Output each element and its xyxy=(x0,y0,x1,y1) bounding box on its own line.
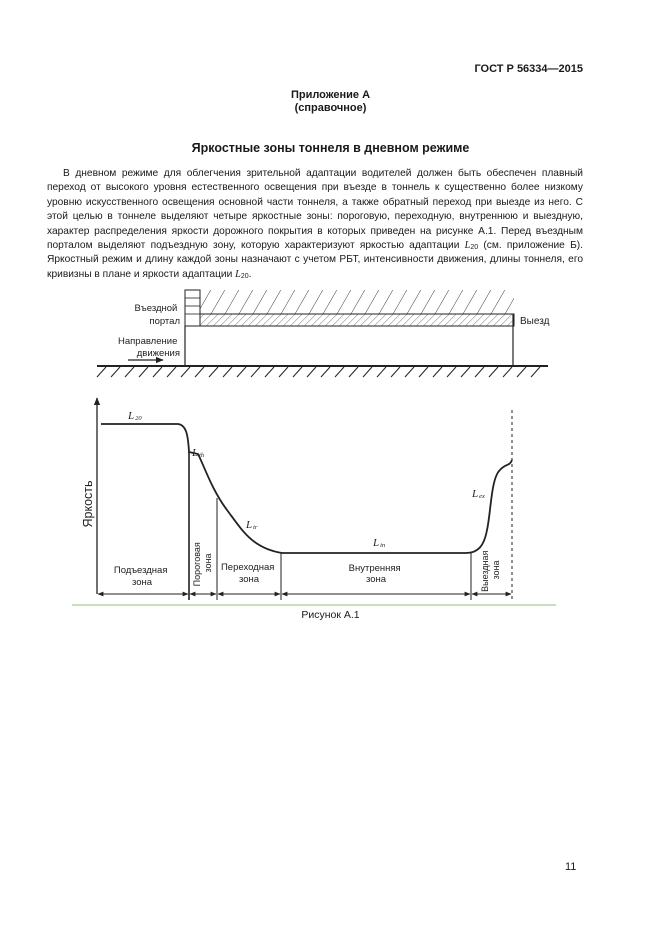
standard-designation: ГОСТ Р 56334—2015 xyxy=(474,63,583,75)
tunnel-roof-hatch xyxy=(200,290,514,314)
symbol-l: L xyxy=(464,240,471,252)
zone-threshold-label: Пороговая зона xyxy=(192,542,213,587)
label-lin: Lin xyxy=(373,537,386,549)
tunnel-roof-layer xyxy=(200,314,514,326)
entry-portal xyxy=(185,290,200,326)
annex-heading xyxy=(0,89,661,115)
paragraph-text-2: (см. приложение Б). Яркостный режим и длину каждой зоны назначают с учетом РБТ, интенсивности движения, длины тоннеля, его кривизны в плане и яркости адаптации xyxy=(47,240,583,280)
label-ltr: Ltr xyxy=(246,519,258,531)
ground-hatch xyxy=(97,367,540,377)
label-lth: Lth xyxy=(192,447,205,459)
luminance-diagram xyxy=(72,398,556,605)
paragraph-end: . xyxy=(248,268,252,280)
zone-interior-label: Внутренняя зона xyxy=(348,563,401,585)
y-axis-label: Яркость xyxy=(81,480,95,528)
symbol-sub: 20 xyxy=(470,244,479,252)
zone-approach-label: Подъездная зона xyxy=(113,565,168,588)
zone-exit-label: Выездная зона xyxy=(480,550,501,592)
figure-caption: Рисунок А.1 xyxy=(301,609,360,621)
tunnel-schematic xyxy=(97,290,550,377)
label-l20: L20 xyxy=(128,410,142,422)
direction-label: Направление движения xyxy=(118,336,180,359)
body-paragraph xyxy=(47,167,583,282)
luminance-curve xyxy=(101,424,512,553)
section-title: Яркостные зоны тоннеля в дневном режиме xyxy=(191,141,470,155)
annex-type: (справочное) xyxy=(294,102,367,114)
entry-portal-label: Въездной портал xyxy=(134,303,180,327)
page-number: 11 xyxy=(565,861,577,873)
annex-title: Приложение А xyxy=(290,89,371,101)
zone-transition-label: Переходная зона xyxy=(220,562,275,585)
figure-a1 xyxy=(0,280,661,610)
paragraph-text-1: В дневном режиме для облегчения зрительной адаптации водителей должен быть обеспечен плавный переход от высокого уровня естественного освещения при въезде в тоннель к существенно более низкому уровню искусственного освещения основной части тоннеля, а также обратный переход при выезде из него. С этой целью в тоннеле выделяют четыре яркостные зоны: пороговую, переходную, внутреннюю и выездную, характер распределения яркости дорожного покрытия в которых приведен на рисунке А.1. Перед въездным порталом выделяют подъездную зону, которую характеризуют яркостью адаптации xyxy=(47,168,583,252)
label-lex: Lex xyxy=(472,488,485,500)
exit-label: Выезд xyxy=(520,316,550,327)
symbol-sub-2: 20 xyxy=(240,272,249,280)
symbol-l-2: L xyxy=(235,268,241,280)
